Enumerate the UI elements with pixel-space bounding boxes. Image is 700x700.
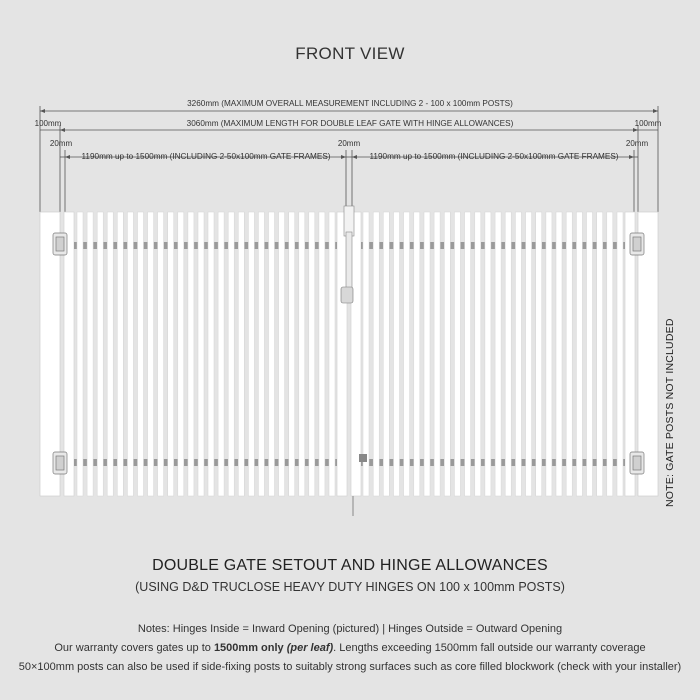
slat bbox=[208, 212, 214, 496]
slat bbox=[505, 212, 511, 496]
posts-note-line: 50×100mm posts can also be used if side-fixing posts to suitably strong surfaces such as core filled blockwork (check with your installer) bbox=[18, 661, 682, 673]
side-note-posts-not-included: NOTE: GATE POSTS NOT INCLUDED bbox=[664, 318, 676, 507]
slat bbox=[178, 212, 184, 496]
slat bbox=[454, 212, 460, 496]
slat bbox=[495, 212, 501, 496]
slat bbox=[127, 212, 133, 496]
slat bbox=[309, 212, 315, 496]
slat bbox=[434, 212, 440, 496]
warranty-text-after: . Lengths exceeding 1500mm fall outside our warranty coverage bbox=[333, 642, 646, 654]
slat bbox=[475, 212, 481, 496]
slat bbox=[465, 212, 471, 496]
slat bbox=[168, 212, 174, 496]
right-leaf-dimension-label: 1190mm up to 1500mm (INCLUDING 2-50x100mm GATE FRAMES) bbox=[369, 152, 619, 161]
overall-dimension-label: 3260mm (MAXIMUM OVERALL MEASUREMENT INCLUDING 2 - 100 x 100mm POSTS) bbox=[187, 99, 513, 108]
slat bbox=[556, 212, 562, 496]
slat bbox=[329, 212, 335, 496]
right-gap-dimension-label: 20mm bbox=[625, 139, 649, 148]
gate-length-dimension-label: 3060mm (MAXIMUM LENGTH FOR DOUBLE LEAF GATE WITH HINGE ALLOWANCES) bbox=[186, 119, 514, 128]
left-leaf-dimension-label: 1190mm up to 1500mm (INCLUDING 2-50x100mm GATE FRAMES) bbox=[81, 152, 331, 161]
slat bbox=[148, 212, 154, 496]
slat bbox=[198, 212, 204, 496]
slat bbox=[444, 212, 450, 496]
warranty-text-before: Our warranty covers gates up to bbox=[54, 642, 214, 654]
warranty-bold-text: 1500mm only bbox=[213, 642, 284, 654]
slat bbox=[373, 212, 379, 496]
slat bbox=[238, 212, 244, 496]
slat bbox=[248, 212, 254, 496]
slat bbox=[536, 212, 542, 496]
slat bbox=[383, 212, 389, 496]
warranty-italic-text: (per leaf) bbox=[283, 642, 334, 654]
slat bbox=[107, 212, 113, 496]
slat bbox=[218, 212, 224, 496]
warranty-line bbox=[0, 642, 700, 654]
slat bbox=[404, 212, 410, 496]
slat bbox=[77, 212, 83, 496]
slat bbox=[587, 212, 593, 496]
left-post-dimension-label: 100mm bbox=[34, 119, 62, 128]
left-gap-dimension-label: 20mm bbox=[49, 139, 73, 148]
slat bbox=[97, 212, 103, 496]
view-title: FRONT VIEW bbox=[295, 44, 405, 63]
slat bbox=[515, 212, 521, 496]
subheading: (USING D&D TRUCLOSE HEAVY DUTY HINGES ON 100 x 100mm POSTS) bbox=[135, 580, 565, 594]
slat bbox=[363, 212, 369, 496]
slat bbox=[597, 212, 603, 496]
heading: DOUBLE GATE SETOUT AND HINGE ALLOWANCES bbox=[152, 557, 548, 574]
slat bbox=[424, 212, 430, 496]
right-post-dimension-label: 100mm bbox=[634, 119, 662, 128]
notes-line: Notes: Hinges Inside = Inward Opening (pictured) | Hinges Outside = Outward Opening bbox=[137, 623, 563, 635]
slat bbox=[87, 212, 93, 496]
center-gap-dimension-label: 20mm bbox=[337, 139, 361, 148]
slat bbox=[607, 212, 613, 496]
slat bbox=[188, 212, 194, 496]
slat bbox=[117, 212, 123, 496]
slat bbox=[414, 212, 420, 496]
slat bbox=[158, 212, 164, 496]
slat bbox=[566, 212, 572, 496]
slat bbox=[319, 212, 325, 496]
slat bbox=[394, 212, 400, 496]
slat bbox=[269, 212, 275, 496]
slat bbox=[138, 212, 144, 496]
slat bbox=[485, 212, 491, 496]
slat bbox=[617, 212, 623, 496]
slat bbox=[576, 212, 582, 496]
drop-bolt-guide bbox=[359, 454, 367, 462]
slat bbox=[279, 212, 285, 496]
slat bbox=[228, 212, 234, 496]
slat bbox=[546, 212, 552, 496]
slat bbox=[289, 212, 295, 496]
slat bbox=[526, 212, 532, 496]
slat bbox=[299, 212, 305, 496]
slat bbox=[258, 212, 264, 496]
